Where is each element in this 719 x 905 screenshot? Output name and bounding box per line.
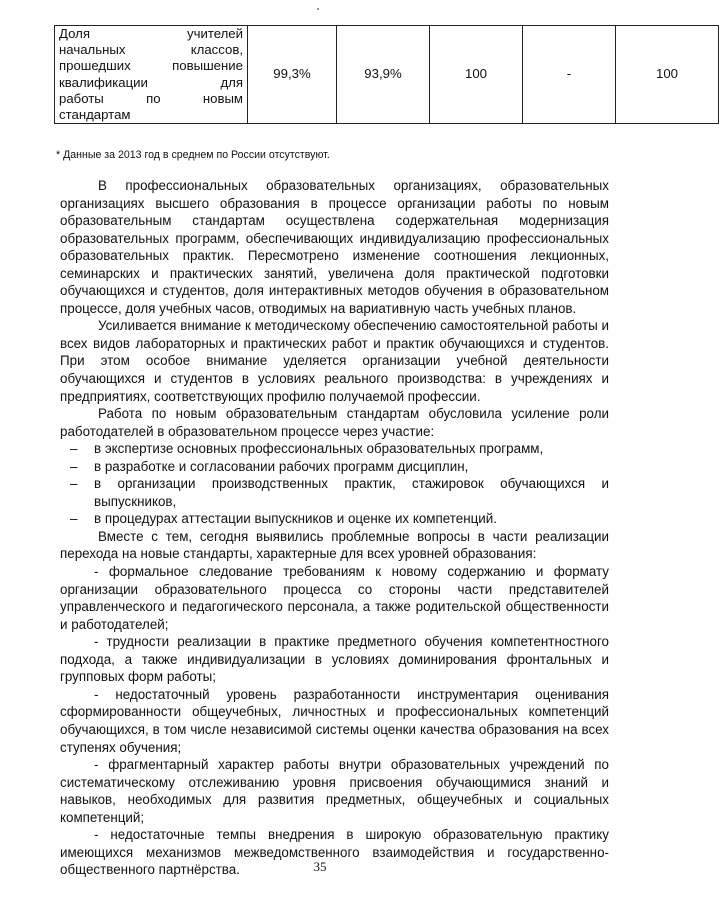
scan-speck: [317, 8, 319, 10]
table-cell: 100: [616, 26, 719, 124]
problem-item: - недостаточные темпы внедрения в широкую образовательную практику имеющихся механизмов межведомственного взаимодействия и государственно-общественного партнёрства.: [60, 827, 609, 878]
stats-table-fragment: [54, 25, 678, 124]
list-item-text: в разработке и согласовании рабочих программ дисциплин,: [94, 458, 469, 474]
dash-marker: –: [70, 458, 78, 474]
list-item-text: в экспертизе основных профессиональных образовательных программ,: [94, 441, 544, 457]
stats-table: [54, 25, 719, 124]
paragraph: Вместе с тем, сегодня выявились проблемные вопросы в части реализации перехода на новые стандарты, характерные для всех уровней образования:: [60, 528, 609, 562]
table-cell: 93,9%: [337, 26, 430, 124]
list-item-text: в организации производственных практик, стажировок обучающихся и выпускников,: [94, 476, 609, 509]
row-label-line: квалификации для: [59, 74, 243, 90]
table-cell: 99,3%: [248, 26, 337, 124]
dash-marker: –: [70, 511, 78, 527]
row-label-line: стандартам: [59, 106, 131, 122]
list-item: [60, 458, 609, 476]
participation-list: [60, 440, 609, 528]
list-item: [60, 475, 609, 510]
list-item: [60, 440, 609, 458]
problem-item: - трудности реализации в практике предметного обучения компетентностного подхода, а также индивидуализации в условиях доминирования фронтальных и групповых форм работы;: [60, 634, 609, 685]
table-footnote: * Данные за 2013 год в среднем по России отсутствуют.: [56, 149, 330, 161]
table-cell: 100: [430, 26, 523, 124]
paragraph: Работа по новым образовательным стандартам обусловила усиление роли работодателей в образовательном процессе через участие:: [60, 406, 609, 439]
paragraph: Усиливается внимание к методическому обеспечению самостоятельной работы и всех видов лабораторных и практических работ и практик обучающихся и студентов. При этом особое внимание уделяется организации учебной деятельности обучающихся и студентов в условиях реального производства: в учреждениях и предприятиях, соответствующих профилю получаемой профессии.: [60, 318, 609, 404]
table-cell: -: [523, 26, 616, 124]
paragraph: В профессиональных образовательных организациях, образовательных организациях высшего образования в процессе организации работы по новым образовательным стандартам осуществлена содержательная модернизация образовательных программ, обеспечивающих индивидуализацию профессиональных образовательных практик. Пересмотрено изменение соотношения лекционных, семинарских и практических занятий, увеличена доля практической подготовки обучающихся и студентов, доля интерактивных методов обучения в образовательном процессе, доля учебных часов, отводимых на вариативную часть учебных планов.: [60, 178, 609, 316]
table-row: [55, 26, 719, 124]
problem-item: - формальное следование требованиям к новому содержанию и формату организации образовательного процесса со стороны части представителей управленческого и педагогического персонала, а также родительской общественности и работодателей;: [60, 564, 609, 632]
page-number: 35: [313, 859, 327, 874]
list-item: [60, 510, 609, 528]
list-item-text: в процедурах аттестации выпускников и оценке их компетенций.: [94, 511, 497, 527]
row-label-line: начальных классов,: [59, 42, 243, 58]
problem-item: - фрагментарный характер работы внутри образовательных учреждений по систематическому отслеживанию уровня присвоения обучающимися знаний и навыков, необходимых для развития предметных, общеучебных и социальных компетенций;: [60, 757, 609, 825]
problem-item: - недостаточный уровень разработанности инструментария оценивания сформированности общеучебных, личностных и профессиональных компетенций обучающихся, в том числе независимой системы оценки качества образования на всех ступенях обучения;: [60, 686, 609, 755]
dash-marker: –: [70, 441, 78, 457]
document-body: [60, 177, 609, 879]
row-label: [55, 26, 248, 124]
row-label-line: прошедших повышение: [59, 58, 243, 74]
row-label-line: работы по новым: [59, 90, 243, 106]
row-label-line: Доля учителей: [59, 26, 243, 41]
dash-marker: –: [70, 476, 78, 492]
